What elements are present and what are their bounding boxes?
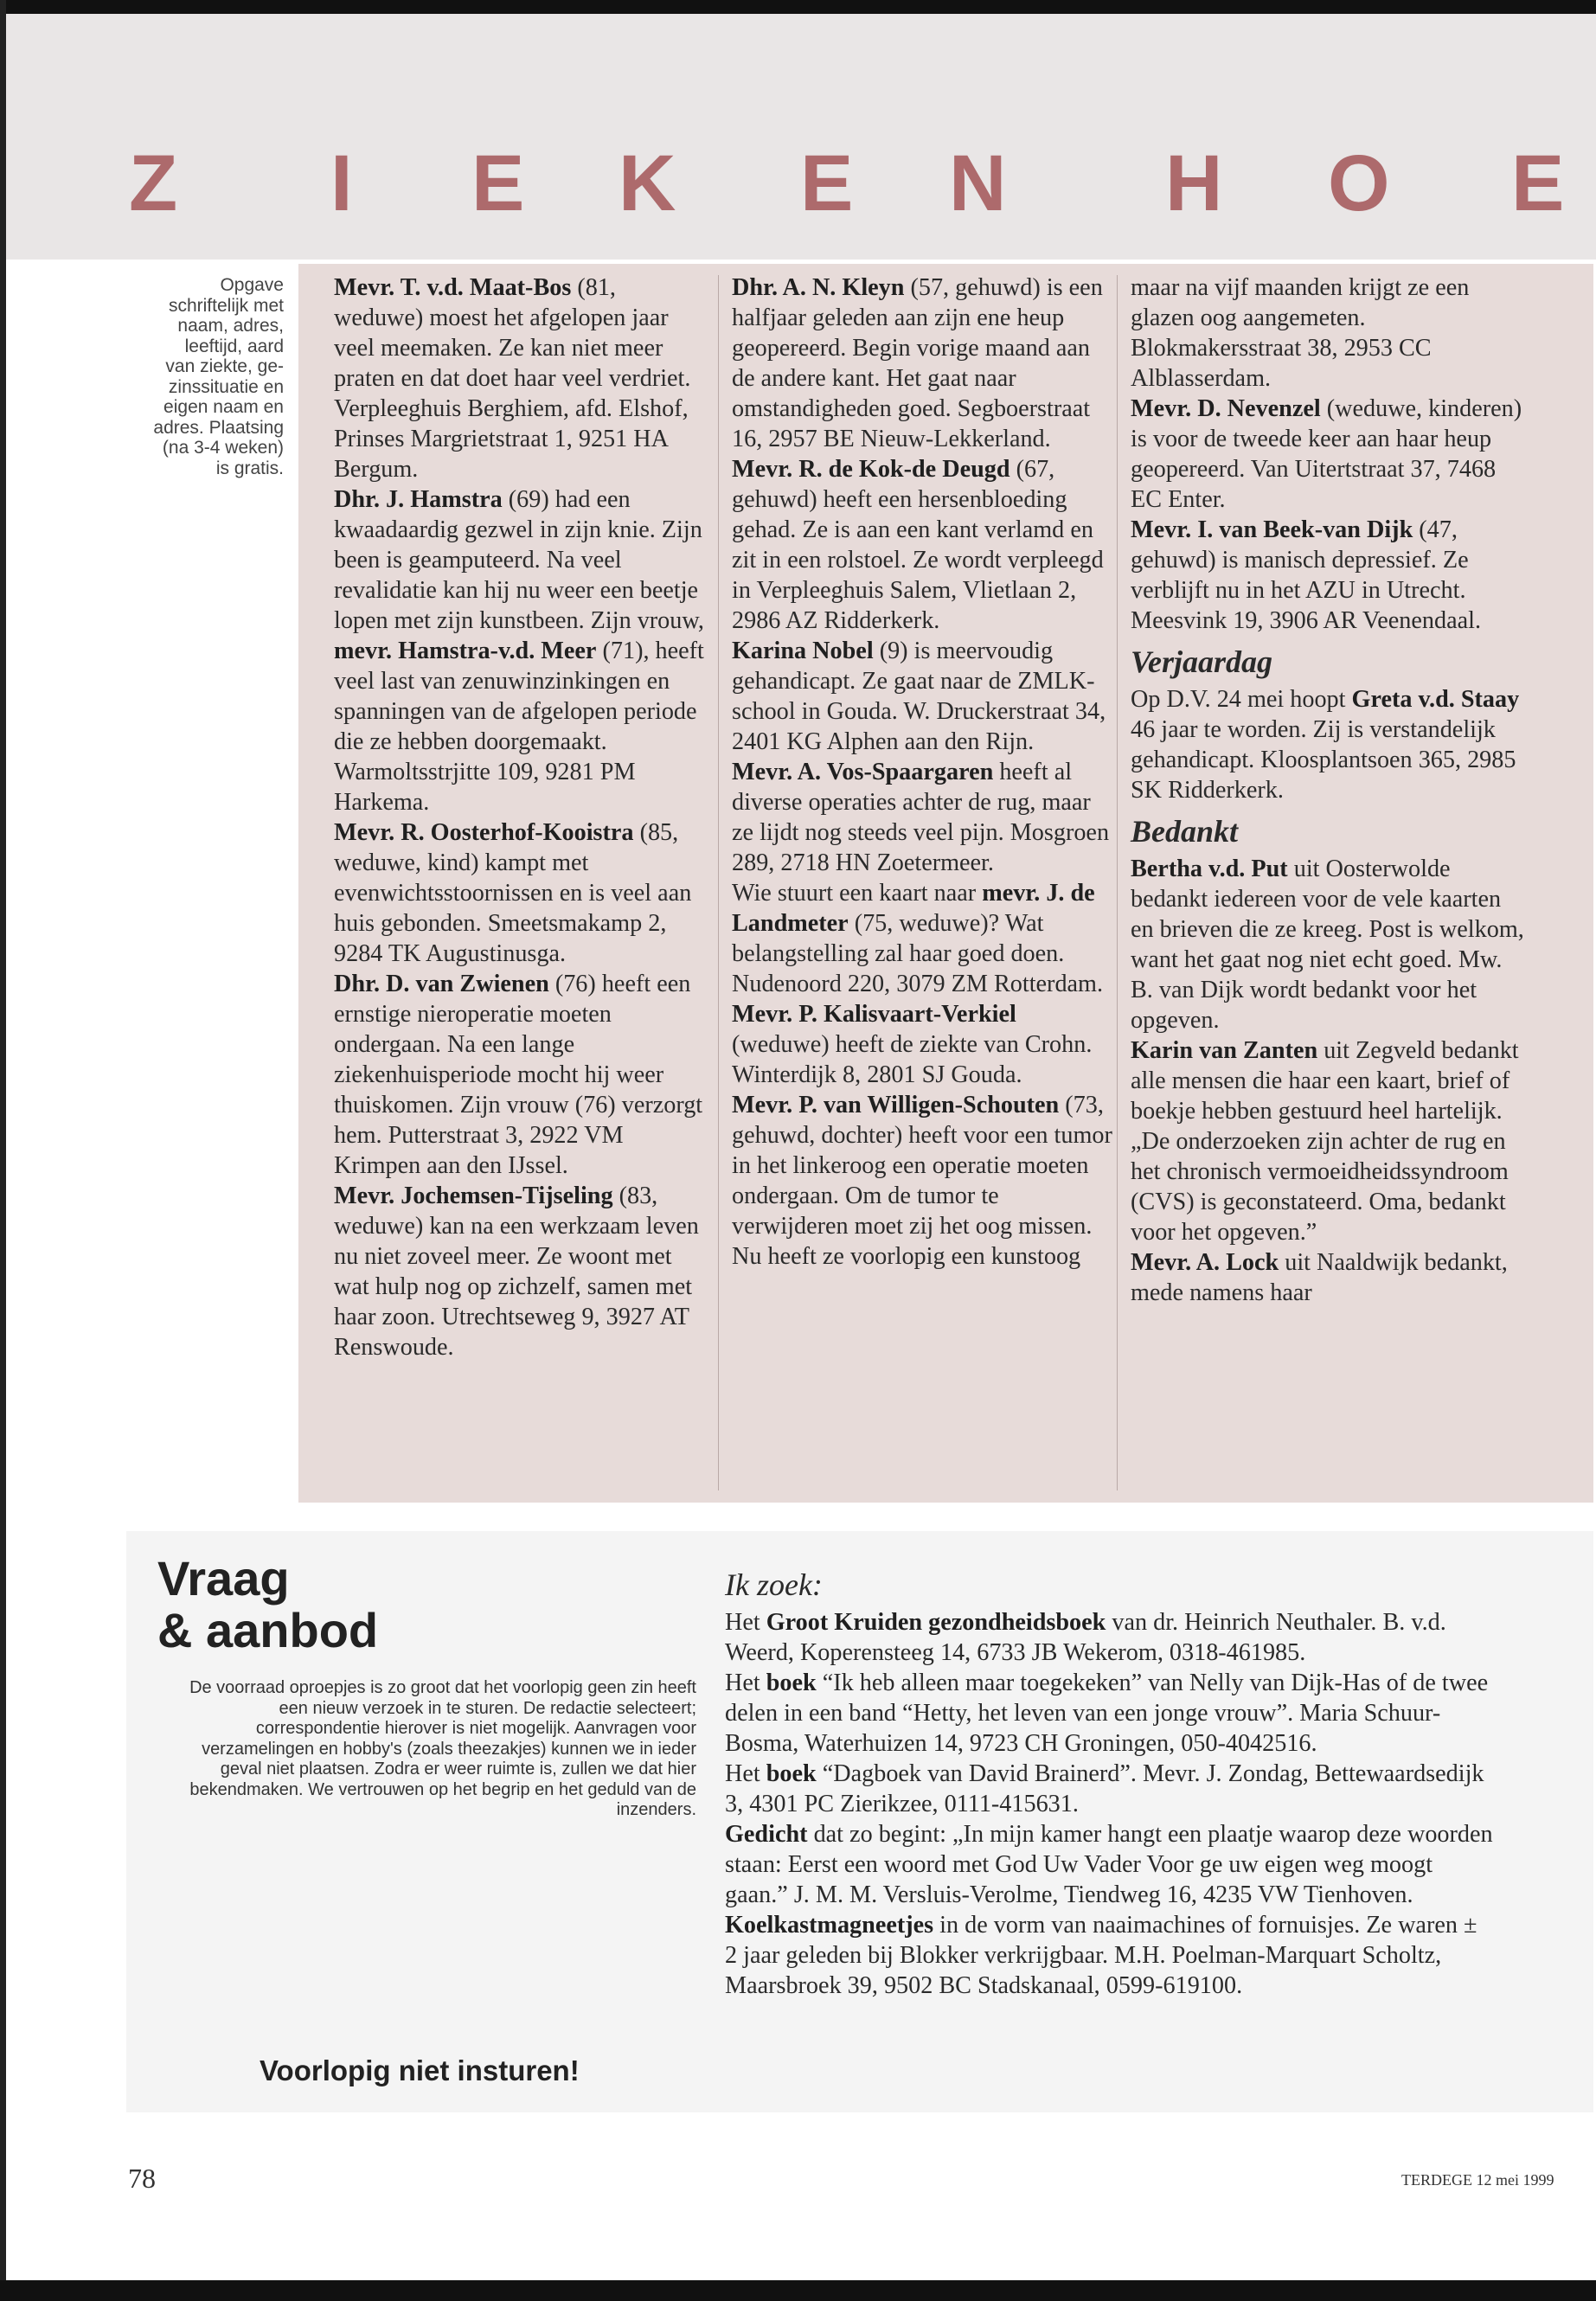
scan-top-border xyxy=(0,0,1596,14)
item-text: Het xyxy=(725,1760,766,1787)
person-name: Mevr. A. Vos-Spaargaren xyxy=(732,759,994,785)
person-name: Dhr. J. Hamstra xyxy=(334,486,503,513)
person-name: Bertha v.d. Put xyxy=(1131,856,1288,882)
verjaardag-heading: Verjaardag xyxy=(1131,644,1273,679)
title-letter: Z xyxy=(129,139,178,228)
notice-text: (67, gehuwd) heeft een hersenbloeding gehad. Ze is aan een kant verlamd en zit in een rolstoel. Ze wordt verpleegd in Verpleeghuis Salem, Vlietlaan 2, 2986 AZ Ridderkerk. xyxy=(732,456,1104,634)
notice xyxy=(1131,684,1529,805)
notice xyxy=(732,757,1112,878)
notice-text: uit Oosterwolde bedankt iedereen voor de vele kaarten en brieven die ze kreeg. Post is welkom, want het gaat nog niet echt goed. Mw. B. van Dijk wordt bedankt voor het opgeven. xyxy=(1131,856,1524,1034)
title-letter: I xyxy=(330,139,353,228)
notice xyxy=(1131,515,1529,636)
person-name: mevr. Hamstra-v.d. Meer xyxy=(334,638,597,664)
notice-text: heeft al diverse operaties achter de rug, maar ze lijdt nog steeds veel pijn. Mosgroen 289, 2718 HN Zoetermeer. xyxy=(732,759,1110,876)
notice-text: (weduwe) heeft de ziekte van Crohn. Winterdijk 8, 2801 SJ Gouda. xyxy=(732,1031,1093,1088)
item-title: Gedicht xyxy=(725,1821,808,1848)
notice-text: (73, gehuwd, dochter) heeft voor een tumor in het linkeroog een operatie moeten ondergaan. Om de tumor te verwijderen moet zij het oog missen. Nu heeft ze voorlopig een kunstoog xyxy=(732,1092,1112,1270)
notice-text: (85, weduwe, kind) kampt met evenwichtsstoornissen en is veel aan huis gebonden. Smeetsmakamp 2, 9284 TK Augustinusga. xyxy=(334,819,692,967)
title-letter: E xyxy=(800,139,854,228)
notice-text: (69) had een kwaadaardig gezwel in zijn knie. Zijn been is geamputeerd. Na veel revalidatie kan hij nu weer een beetje lopen met zijn kunstbeen. Zijn vrouw, xyxy=(334,486,704,634)
notice-text: (47, gehuwd) is manisch depressief. Ze verblijft nu in het AZU in Utrecht. Meesvink 19, 3906 AR Veenendaal. xyxy=(1131,516,1482,634)
notice-text: 46 jaar te worden. Zij is verstandelijk gehandicapt. Kloosplantsoen 365, 2985 SK Ridderkerk. xyxy=(1131,716,1516,804)
column-2 xyxy=(732,272,1112,1272)
notice-text: (76) heeft een ernstige nieroperatie moeten ondergaan. Na een lange ziekenhuisperiode mocht hij weer thuiskomen. Zijn vrouw (76) verzorgt hem. Putterstraat 3, 2922 VM Krimpen aan den IJssel. xyxy=(334,971,703,1179)
notice xyxy=(334,1181,706,1362)
item-text: dat zo begint: „In mijn kamer hangt een plaatje waarop deze woorden staan: Eerst een woord met God Uw Vader Voor ge uw eigen weg moogt gaan.” J. M. M. Versluis-Verolme, Tiendweg 16, 4235 VW Tienhoven. xyxy=(725,1821,1493,1908)
wanted-item xyxy=(725,1668,1495,1759)
wanted-item xyxy=(725,1607,1495,1668)
notice-text: (75, weduwe)? Wat belangstelling zal haar goed doen. Nudenoord 220, 3079 ZM Rotterdam. xyxy=(732,910,1104,997)
section-header xyxy=(6,14,1596,260)
notice xyxy=(1131,854,1529,1035)
wanted-item xyxy=(725,1910,1495,2001)
notice-text: (9) is meervoudig gehandicapt. Ze gaat naar de ZMLK-school in Gouda. W. Druckerstraat 34, 2401 KG Alphen aan den Rijn. xyxy=(732,638,1106,755)
person-name: Mevr. R. Oosterhof-Kooistra xyxy=(334,819,634,846)
item-text: Het xyxy=(725,1670,766,1696)
item-text: “Ik heb alleen maar toegekeken” van Nelly van Dijk-Has of de twee delen in een band “Hetty, het leven van een jonge vrouw”. Maria Schuur-Bosma, Waterhuizen 14, 9723 CH Groningen, 050-4042516. xyxy=(725,1670,1489,1757)
publication-footer: TERDEGE 12 mei 1999 xyxy=(1401,2171,1554,2189)
vraag-aanbod-notice: De voorraad oproepjes is zo groot dat het voorlopig geen zin heeft een nieuw verzoek in te sturen. De redactie selecteert; correspondentie hierover is niet mogelijk. Aanvragen voor verzamelingen en hobby's (zoals theezakjes) kunnen we in ieder geval niet plaatsen. Zodra er weer ruimte is, zullen we dat hier bekendmaken. We vertrouwen op het begrip en het geduld van de inzenders. xyxy=(189,1678,696,1819)
title-letter: O xyxy=(1328,139,1390,228)
person-name: Mevr. T. v.d. Maat-Bos xyxy=(334,274,572,301)
person-name: Dhr. A. N. Kleyn xyxy=(732,274,905,301)
notice xyxy=(334,484,706,817)
notice-text: uit Naaldwijk bedankt, mede namens haar xyxy=(1131,1249,1508,1306)
vraag-aanbod-footer: Voorlopig niet insturen! xyxy=(260,2054,580,2086)
person-name: Mevr. I. van Beek-van Dijk xyxy=(1131,516,1413,543)
notice xyxy=(1131,272,1529,394)
person-name: Mevr. P. Kalisvaart-Verkiel xyxy=(732,1001,1016,1028)
notice xyxy=(334,969,706,1181)
submission-note: Opgave schriftelijk met naam, adres, leeftijd, aard van ziekte, ge- zinssituatie en eigen naam en adres. Plaatsing (na 3-4 weken) is gratis. xyxy=(153,275,284,478)
wanted-item xyxy=(725,1759,1495,1819)
column-divider xyxy=(718,275,719,1490)
item-text: Het xyxy=(725,1609,766,1636)
bedankt-heading: Bedankt xyxy=(1131,814,1239,849)
item-title: Groot Kruiden gezondheidsboek xyxy=(766,1609,1106,1636)
notice xyxy=(1131,1247,1529,1308)
item-text: “Dagboek van David Brainerd”. Mevr. J. Zondag, Bettewaardsedijk 3, 4301 PC Zierikzee, 0111-415631. xyxy=(725,1760,1484,1817)
item-title: boek xyxy=(766,1760,817,1787)
person-name: Greta v.d. Staay xyxy=(1351,686,1520,713)
ik-zoek-heading: Ik zoek: xyxy=(725,1567,823,1602)
person-name: mevr. J. de Landmeter xyxy=(732,880,1095,937)
title-letter: E xyxy=(471,139,525,228)
notice xyxy=(1131,394,1529,515)
item-title: boek xyxy=(766,1670,817,1696)
column-3 xyxy=(1131,272,1529,1308)
column-divider xyxy=(1117,275,1118,1490)
title-line: & aanbod xyxy=(157,1603,379,1657)
notice-text: maar na vijf maanden krijgt ze een glazen oog aangemeten. Blokmakersstraat 38, 2953 CC Alblasserdam. xyxy=(1131,274,1470,392)
notice-text: uit Zegveld bedankt alle mensen die haar een kaart, brief of boekje hebben gestuurd heel hartelijk. „De onderzoeken zijn achter de rug en het chronisch vermoeidheidssyndroom (CVS) is geconstateerd. Oma, bedankt voor het opgeven.” xyxy=(1131,1037,1519,1246)
person-name: Dhr. D. van Zwienen xyxy=(334,971,549,997)
person-name: Mevr. A. Lock xyxy=(1131,1249,1279,1276)
vraag-aanbod-title xyxy=(157,1553,378,1657)
person-name: Karina Nobel xyxy=(732,638,874,664)
item-text: van dr. Heinrich Neuthaler. B. v.d. Weerd, Koperensteeg 14, 6733 JB Wekerom, 0318-461985. xyxy=(725,1609,1446,1666)
person-name: Mevr. R. de Kok-de Deugd xyxy=(732,456,1010,483)
notice-text: (83, weduwe) kan na een werkzaam leven nu niet zoveel meer. Ze woont met wat hulp nog op zichzelf, samen met haar zoon. Utrechtseweg 9, 3927 AT Renswoude. xyxy=(334,1183,699,1361)
ik-zoek-section xyxy=(725,1566,1495,2001)
title-letter: E xyxy=(1511,139,1565,228)
title-letter: H xyxy=(1165,139,1223,228)
notice-text: Wie stuurt een kaart naar xyxy=(732,880,983,907)
wanted-item xyxy=(725,1819,1495,1910)
section-title xyxy=(6,139,1596,260)
notice-text: (weduwe, kinderen) is voor de tweede keer aan haar heup geopereerd. Van Uitertstraat 37, 7468 EC Enter. xyxy=(1131,395,1522,513)
notice-text: (71), heeft veel last van zenuwinzinkingen en spanningen van de afgelopen periode die ze hebben doorgemaakt. Warmoltsstrjitte 109, 9281 PM Harkema. xyxy=(334,638,704,816)
title-letter: K xyxy=(619,139,676,228)
page-number: 78 xyxy=(128,2163,156,2194)
notice-text: (57, gehuwd) is een halfjaar geleden aan zijn ene heup geopereerd. Begin vorige maand aan de andere kant. Het gaat naar omstandigheden goed. Segboerstraat 16, 2957 BE Nieuw-Lekkerland. xyxy=(732,274,1103,452)
notice xyxy=(334,817,706,969)
notice xyxy=(732,272,1112,454)
person-name: Mevr. Jochemsen-Tijseling xyxy=(334,1183,613,1209)
title-letter: N xyxy=(949,139,1007,228)
title-line: Vraag xyxy=(157,1551,290,1606)
item-text: in de vorm van naaimachines of fornuisjes. Ze waren ± 2 jaar geleden bij Blokker verkrijgbaar. M.H. Poelman-Marquart Scholtz, Maarsbroek 39, 9502 BC Stadskanaal, 0599-619100. xyxy=(725,1912,1477,1999)
notice xyxy=(732,878,1112,999)
notice xyxy=(732,454,1112,636)
person-name: Mevr. D. Nevenzel xyxy=(1131,395,1321,422)
item-title: Koelkastmagneetjes xyxy=(725,1912,934,1939)
notice xyxy=(732,999,1112,1090)
notice-text: (81, weduwe) moest het afgelopen jaar veel meemaken. Ze kan niet meer praten en dat doet haar veel verdriet. Verpleeghuis Berghiem, afd. Elshof, Prinses Margrietstraat 1, 9251 HA Bergum. xyxy=(334,274,691,483)
person-name: Karin van Zanten xyxy=(1131,1037,1318,1064)
notice xyxy=(334,272,706,484)
notice-text: Op D.V. 24 mei hoopt xyxy=(1131,686,1352,713)
notice xyxy=(732,636,1112,757)
scan-left-border xyxy=(0,0,6,2301)
scan-bottom-border xyxy=(0,2280,1596,2301)
notice xyxy=(1131,1035,1529,1247)
notice xyxy=(732,1090,1112,1272)
column-1 xyxy=(334,272,706,1362)
person-name: Mevr. P. van Willigen-Schouten xyxy=(732,1092,1060,1118)
